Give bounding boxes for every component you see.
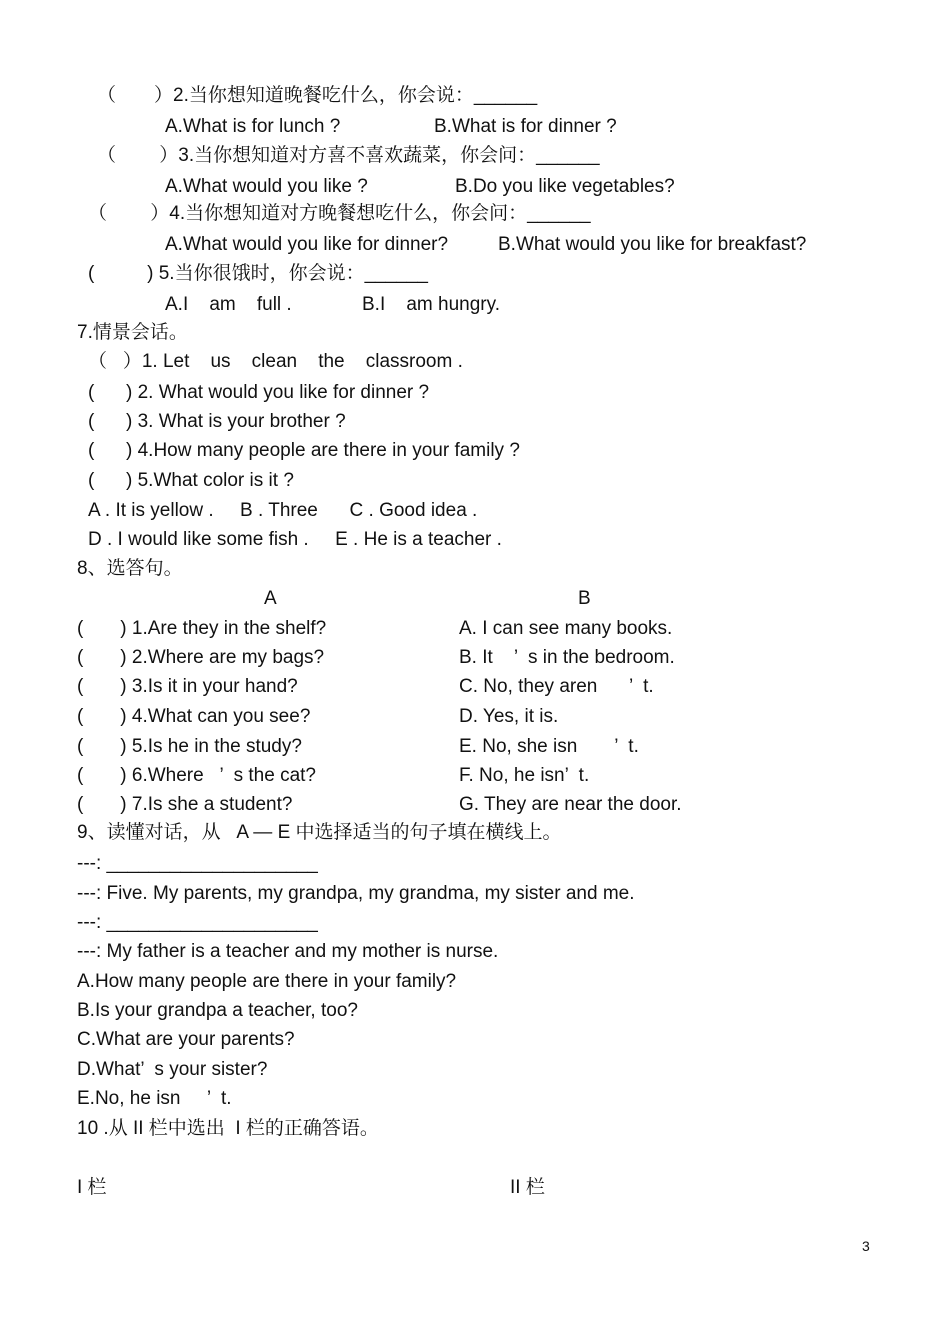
s8-question-3: ( ) 3.Is it in your hand? bbox=[77, 676, 298, 697]
q6-5-option-a: A.I am full . bbox=[165, 294, 292, 315]
s8-answer-c: C. No, they aren ’ t. bbox=[459, 676, 654, 697]
s8-answer-f: F. No, he isn’ t. bbox=[459, 765, 590, 786]
s8-answer-g: G. They are near the door. bbox=[459, 794, 682, 815]
q6-2-option-a: A.What is for lunch ? bbox=[165, 116, 341, 137]
s9-option-d: D.What’ s your sister? bbox=[77, 1059, 268, 1080]
s9-dialog-blank-3: ---: ____________________ bbox=[77, 912, 318, 933]
section-9-title: 9、读懂对话，从 A — E 中选择适当的句子填在横线上。 bbox=[77, 822, 562, 843]
s7-item-5: ( ) 5.What color is it ? bbox=[88, 470, 294, 491]
s8-column-b-header: B bbox=[578, 588, 591, 609]
s7-item-1: （ ）1. Let us clean the classroom . bbox=[88, 351, 463, 372]
s10-column-1-header: I 栏 bbox=[77, 1177, 107, 1198]
q6-3-option-b: B.Do you like vegetables? bbox=[455, 176, 675, 197]
q6-4-stem: （ ）4.当你想知道对方晚餐想吃什么，你会问：______ bbox=[88, 203, 591, 224]
s7-options-line-2: D . I would like some fish . E . He is a teacher . bbox=[88, 529, 502, 550]
s8-answer-a: A. I can see many books. bbox=[459, 618, 673, 639]
q6-4-option-a: A.What would you like for dinner? bbox=[165, 234, 449, 255]
q6-4-option-b: B.What would you like for breakfast? bbox=[498, 234, 807, 255]
s7-item-3: ( ) 3. What is your brother ? bbox=[88, 411, 346, 432]
page-number: 3 bbox=[862, 1238, 870, 1254]
s9-option-b: B.Is your grandpa a teacher, too? bbox=[77, 1000, 358, 1021]
q6-5-stem: ( ) 5.当你很饿时，你会说：______ bbox=[88, 263, 428, 284]
q6-3-stem: （ ）3.当你想知道对方喜不喜欢蔬菜，你会问：______ bbox=[97, 145, 600, 166]
q6-2-stem: （ ）2.当你想知道晚餐吃什么，你会说：______ bbox=[97, 85, 538, 106]
s9-dialog-line-2: ---: Five. My parents, my grandpa, my grandma, my sister and me. bbox=[77, 883, 635, 904]
s8-answer-b: B. It ’ s in the bedroom. bbox=[459, 647, 675, 668]
s8-question-5: ( ) 5.Is he in the study? bbox=[77, 736, 302, 757]
section-10-title: 10 .从 II 栏中选出 I 栏的正确答语。 bbox=[77, 1118, 379, 1139]
s9-option-c: C.What are your parents? bbox=[77, 1029, 295, 1050]
s10-column-2-header: II 栏 bbox=[510, 1177, 545, 1198]
s8-question-4: ( ) 4.What can you see? bbox=[77, 706, 311, 727]
s7-item-4: ( ) 4.How many people are there in your family ? bbox=[88, 440, 520, 461]
s7-item-2: ( ) 2. What would you like for dinner ? bbox=[88, 382, 430, 403]
s9-dialog-line-4: ---: My father is a teacher and my mother is nurse. bbox=[77, 941, 499, 962]
s8-question-7: ( ) 7.Is she a student? bbox=[77, 794, 293, 815]
s8-question-1: ( ) 1.Are they in the shelf? bbox=[77, 618, 327, 639]
s9-option-e: E.No, he isn ’ t. bbox=[77, 1088, 232, 1109]
s9-dialog-blank-1: ---: ____________________ bbox=[77, 853, 318, 874]
s9-option-a: A.How many people are there in your family? bbox=[77, 971, 457, 992]
q6-3-option-a: A.What would you like ? bbox=[165, 176, 368, 197]
s8-answer-d: D. Yes, it is. bbox=[459, 706, 559, 727]
s8-question-6: ( ) 6.Where ’ s the cat? bbox=[77, 765, 316, 786]
s8-column-a-header: A bbox=[264, 588, 277, 609]
q6-2-option-b: B.What is for dinner ? bbox=[434, 116, 617, 137]
s8-question-2: ( ) 2.Where are my bags? bbox=[77, 647, 325, 668]
q6-5-option-b: B.I am hungry. bbox=[362, 294, 500, 315]
s7-options-line-1: A . It is yellow . B . Three C . Good idea . bbox=[88, 500, 478, 521]
section-7-title: 7.情景会话。 bbox=[77, 322, 188, 343]
section-8-title: 8、选答句。 bbox=[77, 558, 183, 579]
s8-answer-e: E. No, she isn ’ t. bbox=[459, 736, 639, 757]
